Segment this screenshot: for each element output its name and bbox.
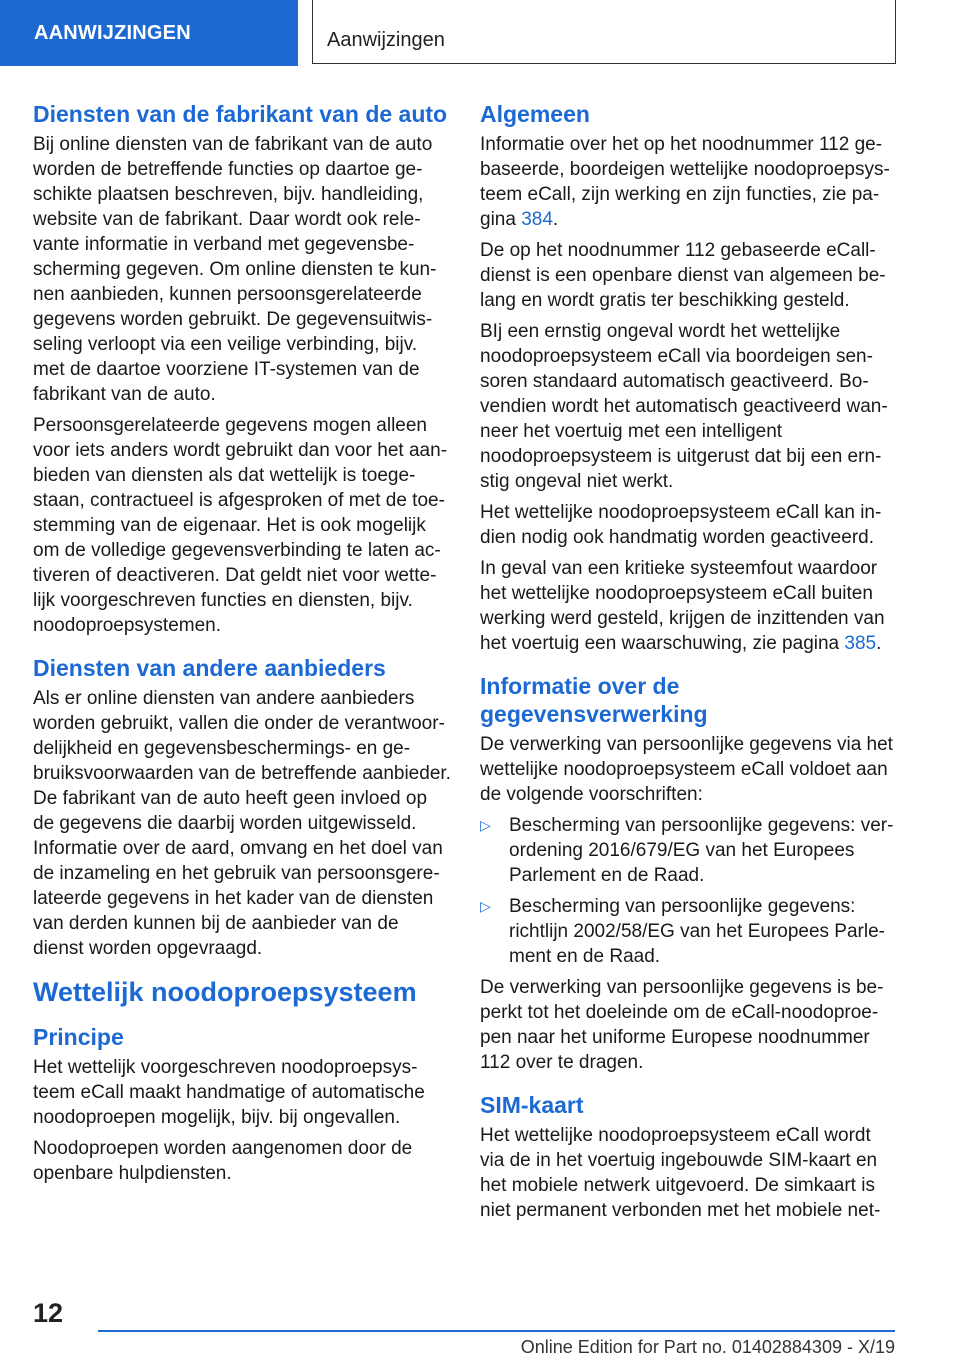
paragraph: De verwerking van persoonlijke gegevens is beperkt tot het doeleinde om de eCall-noodoproepen naar het uniforme Europese noodnummer 112 over te dragen.: [480, 977, 884, 1073]
list-item: [480, 813, 898, 888]
heading-informatie-gegevensverwerking: Informatie over de gegevensverwerking: [480, 673, 708, 727]
heading-wettelijk-noodoproepsysteem: Wettelijk noodoproepsysteem: [33, 977, 417, 1007]
list-item: [480, 894, 898, 969]
heading-principe: Principe: [33, 1024, 124, 1050]
footer-edition-text: Online Edition for Part no. 01402884309 - X/19: [520, 1337, 895, 1357]
section-title: Aanwijzingen: [312, 0, 896, 64]
page-number: 12: [33, 1298, 64, 1328]
paragraph: De verwerking van persoonlijke gegevens via het wettelijke noodoproepsysteem eCall voldoet aan de volgende voorschriften:: [480, 734, 893, 805]
paragraph: [480, 132, 898, 232]
page-link-384[interactable]: 384: [521, 209, 553, 230]
triangle-bullet-icon: ▷: [480, 817, 491, 833]
paragraph: Het wettelijk voorgeschreven noodoproepsysteem eCall maakt handmatige of automatische noodoproepen mogelijk, bijv. bij ongevallen.: [33, 1057, 425, 1128]
left-column: [33, 100, 451, 1192]
text: Informatie over het op het noodnummer 112 gebaseerde, boordeigen wettelijke noodoproepsysteem eCall, zijn werking en zijn functies, zie pagina: [480, 134, 890, 230]
paragraph: Het wettelijke noodoproepsysteem eCall wordt via de in het voertuig ingebouwde SIM-kaart en het mobiele netwerk uitgevoerd. De simkaart is niet permanent verbonden met het mobiele net-: [480, 1125, 881, 1221]
heading-sim-kaart: SIM-kaart: [480, 1092, 584, 1118]
paragraph: Noodoproepen worden aangenomen door de openbare hulpdiensten.: [33, 1138, 413, 1184]
triangle-bullet-icon: ▷: [480, 898, 491, 914]
paragraph: De op het noodnummer 112 gebaseerde eCall-dienst is een openbare dienst van algemeen belang en wordt gratis ter beschikking gesteld.: [480, 240, 886, 311]
section-tab: AANWIJZINGEN: [0, 0, 298, 66]
paragraph: Het wettelijke noodoproepsysteem eCall kan indien nodig ook handmatig worden geactiveerd.: [480, 502, 882, 548]
list-item-text: Bescherming van persoonlijke gegevens: richtlijn 2002/58/EG van het Europees Parlement en de Raad.: [509, 896, 885, 967]
heading-algemeen: Algemeen: [480, 101, 590, 127]
paragraph: BIj een ernstig ongeval wordt het wettelijke noodoproepsysteem eCall via boordeigen sensoren standaard automatisch geactiveerd. Bovendien wordt het automatisch geactiveerd wanneer het voertuig met een intelligent noodoproepsysteem is uitgerust dat bij een ernstig ongeval niet werkt.: [480, 321, 888, 492]
text: .: [876, 633, 882, 654]
right-column: [480, 100, 898, 1229]
text: In geval van een kritieke systeemfout waardoor het wettelijke noodoproepsysteem eCall buiten werking werd gesteld, krijgen de inzittenden van het voertuig een waarschuwing, zie pagina: [480, 558, 885, 654]
paragraph: Als er online diensten van andere aanbieders worden gebruikt, vallen die onder de verantwoordelijkheid en gegevensbeschermings- en gebruiksvoorwaarden van de betreffende aanbieder. De fabrikant van de auto heeft geen invloed op de gegevens die daarbij worden uitgewisseld. Informatie over de aard, omvang en het doel van de inzameling en het gebruik van persoonsgerelateerde gegevens in het kader van de diensten van derden kunnen bij de aanbieder van de dienst worden opgevraagd.: [33, 688, 451, 959]
heading-diensten-andere: Diensten van andere aanbieders: [33, 655, 386, 681]
regulation-list: [480, 813, 898, 969]
paragraph: [480, 556, 898, 656]
text: .: [552, 209, 559, 230]
paragraph: Bij online diensten van de fabrikant van de auto worden de betreffende functies op daartoe geschikte plaatsen beschreven, bijv. handleiding, website van de fabrikant. Daar wordt ook relevante informatie in verband met gegevensbescherming gegeven. Om online diensten te kunnen aanbieden, kunnen persoonsgerelateerde gegevens worden gebruikt. De gegevensuitwisseling verloopt via een veilige verbinding, bijv. met de daartoe voorziene IT-systemen van de fabrikant van de auto.: [33, 134, 437, 405]
page-header: [0, 0, 960, 66]
page-link-385[interactable]: 385: [844, 633, 877, 654]
list-item-text: Bescherming van persoonlijke gegevens: verordening 2016/679/EG van het Europees Parlement en de Raad.: [509, 815, 894, 886]
heading-diensten-fabrikant: Diensten van de fabrikant van de auto: [33, 101, 448, 127]
footer-divider: [98, 1330, 895, 1332]
paragraph: Persoonsgerelateerde gegevens mogen alleen voor iets anders wordt gebruikt dan voor het aanbieden van diensten als dat wettelijk is toegestaan, contractueel is afgesproken of met de toestemming van de eigenaar. Het is ook mogelijk om de volledige gegevensverbinding te laten activeren of deactiveren. Dat geldt niet voor wettelijk voorgeschreven functies en diensten, bijv. noodoproepsystemen.: [33, 415, 448, 636]
